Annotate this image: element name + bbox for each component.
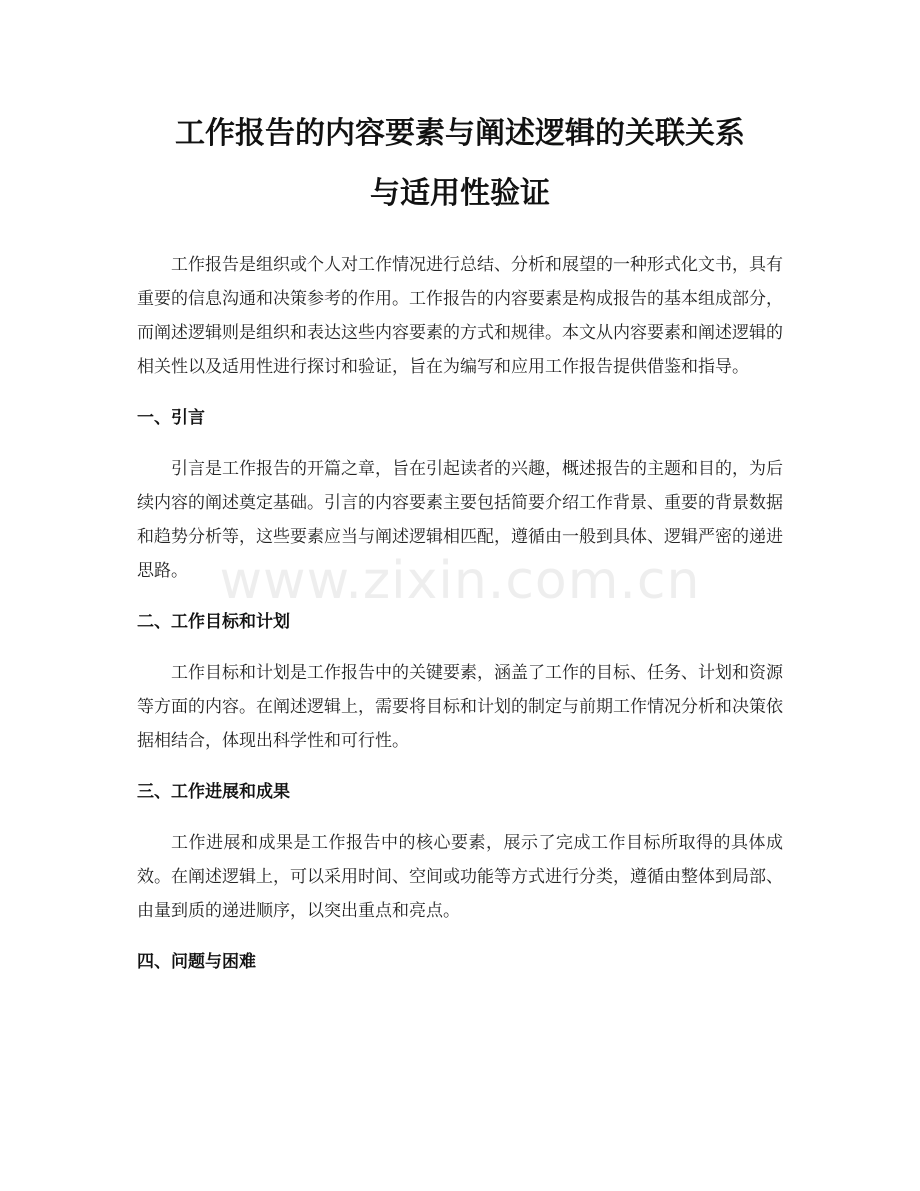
section-body-introduction: 引言是工作报告的开篇之章，旨在引起读者的兴趣，概述报告的主题和目的，为后续内容的阐述奠定基础。引言的内容要素主要包括简要介绍工作背景、重要的背景数据和趋势分析等，这些要素应当与阐述逻辑相匹配，遵循由一般到具体、逻辑严密的递进思路。 [137, 459, 783, 581]
section-body-goals-plans: 工作目标和计划是工作报告中的关键要素，涵盖了工作的目标、任务、计划和资源等方面的内容。在阐述逻辑上，需要将目标和计划的制定与前期工作情况分析和决策依据相结合，体现出科学性和可行性。 [137, 663, 783, 751]
section-heading-introduction: 一、引言 [137, 408, 205, 428]
section-heading-goals-plans: 二、工作目标和计划 [137, 612, 290, 632]
document-title [137, 104, 783, 224]
section-heading-problems: 四、问题与困难 [137, 952, 256, 972]
watermark-text: www.zixin.com.cn [219, 551, 701, 611]
document-title-line-2: 与适用性验证 [370, 176, 550, 211]
document-title-line-1: 工作报告的内容要素与阐述逻辑的关联关系 [175, 116, 745, 151]
intro-paragraph: 工作报告是组织或个人对工作情况进行总结、分析和展望的一种形式化文书，具有重要的信息沟通和决策参考的作用。工作报告的内容要素是构成报告的基本组成部分，而阐述逻辑则是组织和表达这些内容要素的方式和规律。本文从内容要素和阐述逻辑的相关性以及适用性进行探讨和验证，旨在为编写和应用工作报告提供借鉴和指导。 [137, 255, 783, 377]
section-body-progress-results: 工作进展和成果是工作报告中的核心要素，展示了完成工作目标所取得的具体成效。在阐述逻辑上，可以采用时间、空间或功能等方式进行分类，遵循由整体到局部、由量到质的递进顺序，以突出重点和亮点。 [137, 833, 783, 921]
section-heading-progress-results: 三、工作进展和成果 [137, 782, 290, 802]
